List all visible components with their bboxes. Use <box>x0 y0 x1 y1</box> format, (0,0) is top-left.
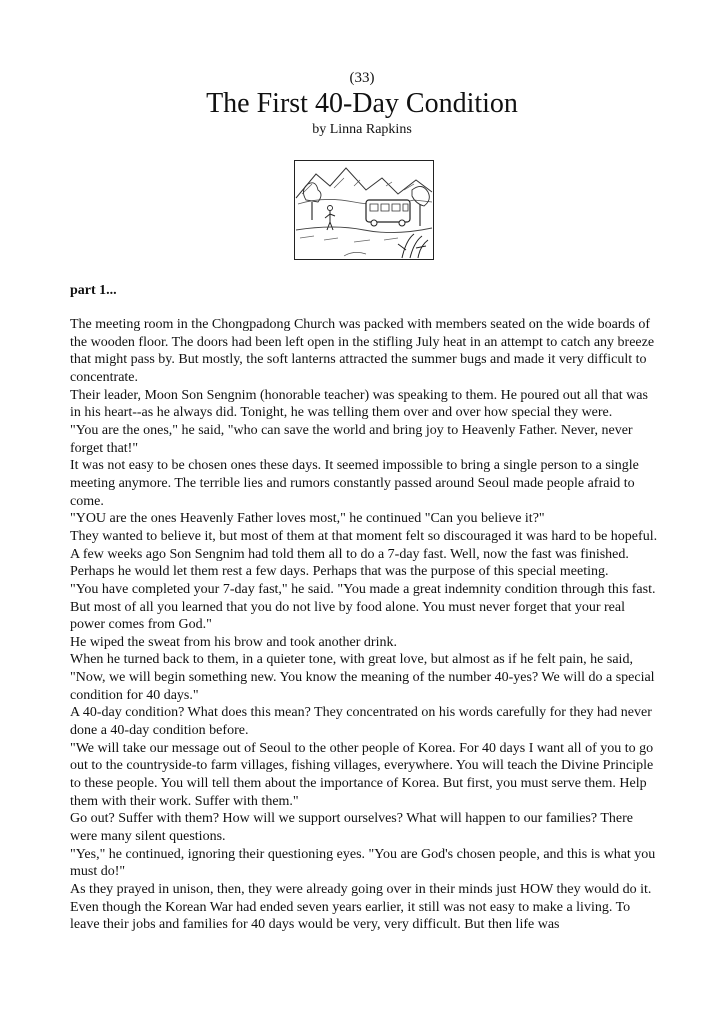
page-title: The First 40-Day Condition <box>206 88 518 119</box>
paragraph: The meeting room in the Chongpadong Church was packed with members seated on the wide boards of the wooden floor. The doors had been left open in the stifling July heat in an attempt to catch any breeze that might pass by. But mostly, the soft lanterns attracted the summer bugs and made it very difficult to concentrate. <box>70 317 655 385</box>
paragraph: As they prayed in unison, then, they were already going over in their minds just HOW they would do it. Even though the Korean War had ended seven years earlier, it still was not easy to make a living. To leave their jobs and families for 40 days would be very, very difficult. But then life was <box>70 882 652 933</box>
paragraph: "Yes," he continued, ignoring their questioning eyes. "You are God's chosen people, and this is what you must do!" <box>70 846 656 880</box>
paragraph: He wiped the sweat from his brow and took another drink. <box>70 634 397 650</box>
paragraph: "We will take our message out of Seoul to the other people of Korea. For 40 days I want all of you to go out to the countryside-to farm villages, fishing villages, everywhere. You will teach the Divine Principle to these people. You will tell them about the importance of Korea. But first, you must serve them. Help them with their work. Suffer with them." <box>70 740 654 809</box>
paragraph: When he turned back to them, in a quieter tone, with great love, but almost as if he felt pain, he said, "Now, we will begin something new. You know the meaning of the number 40-yes? We will do a special condition for 40 days." <box>70 652 655 703</box>
sketch-illustration-icon <box>294 160 434 260</box>
paragraph: A few weeks ago Son Sengnim had told them all to do a 7-day fast. Well, now the fast was finished. Perhaps he would let them rest a few days. Perhaps that was the purpose of this special meeting. <box>70 546 629 580</box>
paragraph: They wanted to believe it, but most of them at that moment felt so discouraged it was hard to be hopeful. <box>70 528 658 544</box>
paragraph: "YOU are the ones Heavenly Father loves most," he continued "Can you believe it?" <box>70 511 545 527</box>
paragraph: "You have completed your 7-day fast," he said. "You made a great indemnity condition through this fast. But most of all you learned that you do not live by food alone. You must never forget that your real power comes from God." <box>70 581 656 633</box>
paragraph: Go out? Suffer with them? How will we support ourselves? What will happen to our families? There were many silent questions. <box>70 811 633 845</box>
paragraph: A 40-day condition? What does this mean? They concentrated on his words carefully for they had never done a 40-day condition before. <box>70 705 652 739</box>
story-body <box>70 316 660 934</box>
paragraph: Their leader, Moon Son Sengnim (honorable teacher) was speaking to them. He poured out all that was in his heart--as he always did. Tonight, he was telling them over and over how special they were. <box>70 387 648 421</box>
author-byline: by Linna Rapkins <box>312 122 412 137</box>
paragraph: It was not easy to be chosen ones these days. It seemed impossible to bring a single person to a single meeting anymore. The terrible lies and rumors constantly passed around Seoul made people afraid to come. <box>70 458 639 509</box>
paragraph: "You are the ones," he said, "who can save the world and bring joy to Heavenly Father. Never, never forget that!" <box>70 422 633 456</box>
chapter-number: (33) <box>349 70 375 86</box>
part-heading: part 1... <box>70 283 117 298</box>
